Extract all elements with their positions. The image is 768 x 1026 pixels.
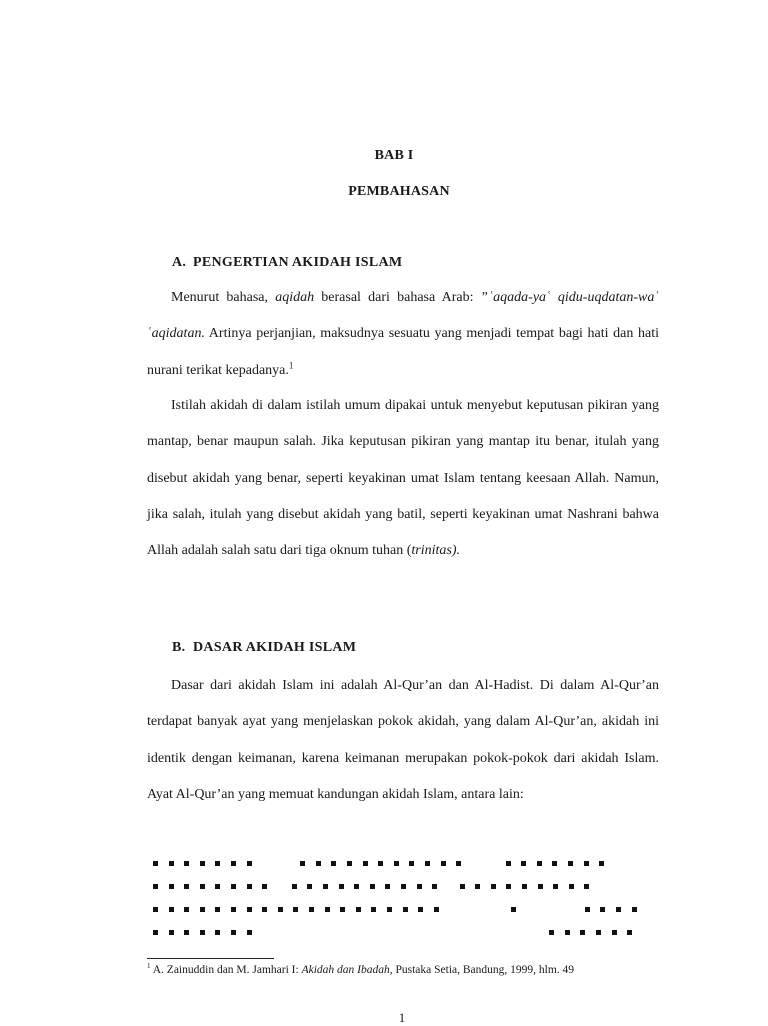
section-a-number: A. [172,255,187,270]
arabic-line [147,921,659,944]
footnote-reference[interactable]: 1 [288,359,294,370]
arabic-line [147,852,659,875]
paragraph-text: Istilah akidah di dalam istilah umum dipakai untuk menyebut keputusan pikiran yang mantap, benar maupun salah. Jika keputusan pikiran yang mantap itu benar, itulah yang disebut akidah yang benar, seperti keyakinan umat Islam tentang keesaan Allah. Namun, jika salah, itulah yang disebut akidah yang batil, seperti keyakinan umat Nashrani bahwa Allah adalah salah satu dari tiga oknum tuhan ( [147,398,659,559]
paragraph-text: Artinya perjanjian, maksudnya sesuatu yang menjadi tempat bagi hati dan hati nurani terikat kepadanya. [147,326,659,378]
arabic-transliteration: ˮʿaqada-yaʿ qidu-uqdatan-waʿ ʿaqidatan. [147,290,659,342]
term-trinitas: trinitas). [411,543,460,559]
footnote-text: Pustaka Setia, Bandung, 1999, hlm. 49 [392,963,575,976]
paragraph-text: Menurut bahasa, [171,290,276,305]
arabic-verse-placeholder [147,852,659,944]
section-a-paragraph-1 [147,280,659,389]
section-a-heading [172,255,402,271]
term-aqidah: aqidah [275,290,315,305]
paragraph-text: berasal dari bahasa Arab: [314,290,481,305]
section-b-paragraph-1: Dasar dari akidah Islam ini adalah Al-Qur’an dan Al-Hadist. Di dalam Al-Qur’an terdapat banyak ayat yang menjelaskan pokok akidah, yang dalam Al-Qur’an, akidah ini identik dengan keimanan, karena keimanan merupakan pokok-pokok dari akidah Islam. Ayat Al-Qur’an yang memuat kandungan akidah Islam, antara lain: [147,678,659,802]
section-b-heading [172,640,356,656]
arabic-line [147,875,659,898]
section-a-paragraph-2 [147,388,659,569]
arabic-line [147,898,659,921]
section-b-title: DASAR AKIDAH ISLAM [193,640,357,655]
chapter-subtitle: PEMBAHASAN [348,184,450,199]
section-a-title: PENGERTIAN AKIDAH ISLAM [193,255,403,270]
footnote [147,962,707,976]
footnote-book-title: Akidah dan Ibadah, [301,963,393,976]
footnote-text: A. Zainuddin dan M. Jamhari I: [150,963,302,976]
section-b-number: B. [172,640,186,655]
chapter-title: BAB I [374,148,414,163]
footnote-marker: 1 [147,962,151,970]
page-number: 1 [398,1010,406,1025]
footnote-separator [147,958,274,959]
